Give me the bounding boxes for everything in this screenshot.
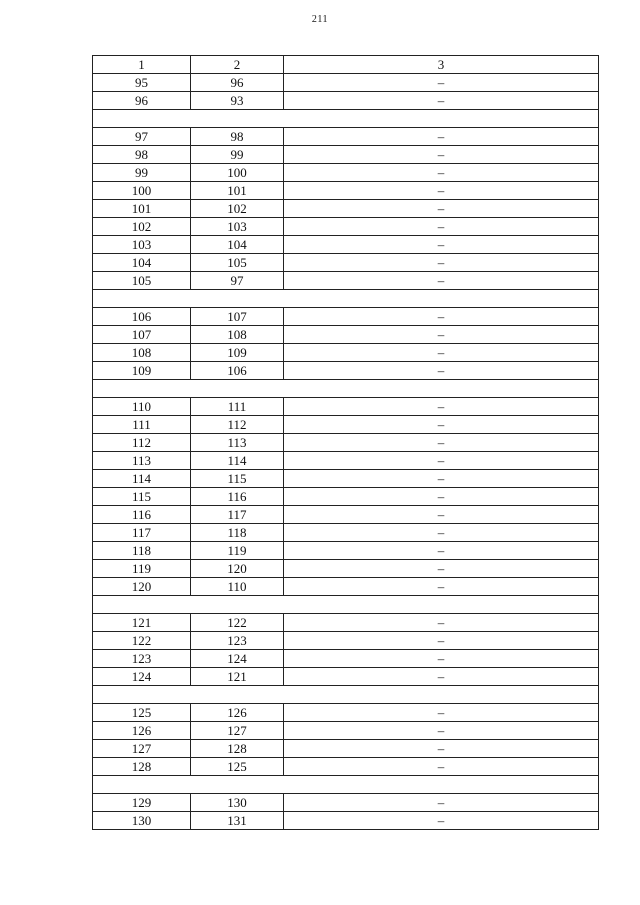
table-row (93, 398, 599, 416)
group-separator-row (93, 686, 599, 704)
table-cell-col-3: – (284, 164, 599, 182)
table-cell-col-2: 123 (191, 632, 284, 650)
table-row (93, 218, 599, 236)
table-row (93, 578, 599, 596)
table-cell-col-3: – (284, 182, 599, 200)
table-cell-col-3: – (284, 758, 599, 776)
table-cell-col-2: 117 (191, 506, 284, 524)
table-cell-col-2: 101 (191, 182, 284, 200)
table-row (93, 650, 599, 668)
table-cell-col-2: 110 (191, 578, 284, 596)
table-cell-col-1: 99 (93, 164, 191, 182)
table-row (93, 722, 599, 740)
table-cell-col-1: 116 (93, 506, 191, 524)
table-row (93, 704, 599, 722)
table-row (93, 164, 599, 182)
table-cell-col-3: – (284, 632, 599, 650)
table-cell-col-1: 101 (93, 200, 191, 218)
separator-cell (93, 776, 599, 794)
data-table (92, 55, 599, 830)
table-row (93, 326, 599, 344)
table-cell-col-2: 102 (191, 200, 284, 218)
table-cell-col-2: 122 (191, 614, 284, 632)
column-header: 2 (191, 56, 284, 74)
table-cell-col-1: 96 (93, 92, 191, 110)
table-cell-col-1: 110 (93, 398, 191, 416)
table-row (93, 812, 599, 830)
table-cell-col-3: – (284, 650, 599, 668)
column-header: 1 (93, 56, 191, 74)
table-cell-col-2: 104 (191, 236, 284, 254)
table-cell-col-1: 125 (93, 704, 191, 722)
table-cell-col-3: – (284, 524, 599, 542)
table-row (93, 362, 599, 380)
table-cell-col-3: – (284, 794, 599, 812)
table-cell-col-1: 97 (93, 128, 191, 146)
table-cell-col-3: – (284, 92, 599, 110)
table-row (93, 740, 599, 758)
table-cell-col-3: – (284, 254, 599, 272)
table-cell-col-3: – (284, 344, 599, 362)
page-number: 211 (311, 14, 329, 25)
table-cell-col-2: 126 (191, 704, 284, 722)
table-row (93, 146, 599, 164)
table-header (93, 56, 599, 74)
table-cell-col-1: 122 (93, 632, 191, 650)
table-cell-col-1: 107 (93, 326, 191, 344)
table-cell-col-3: – (284, 614, 599, 632)
column-header: 3 (284, 56, 599, 74)
table-row (93, 560, 599, 578)
table-cell-col-3: – (284, 812, 599, 830)
table-cell-col-2: 120 (191, 560, 284, 578)
table-cell-col-2: 103 (191, 218, 284, 236)
table-cell-col-2: 96 (191, 74, 284, 92)
table-cell-col-1: 100 (93, 182, 191, 200)
table-cell-col-1: 98 (93, 146, 191, 164)
table-cell-col-1: 118 (93, 542, 191, 560)
table-cell-col-1: 103 (93, 236, 191, 254)
table-cell-col-3: – (284, 452, 599, 470)
separator-cell (93, 686, 599, 704)
group-separator-row (93, 290, 599, 308)
table-cell-col-2: 109 (191, 344, 284, 362)
table-cell-col-2: 107 (191, 308, 284, 326)
table-row (93, 92, 599, 110)
table-row (93, 632, 599, 650)
table-cell-col-1: 112 (93, 434, 191, 452)
table-cell-col-1: 106 (93, 308, 191, 326)
table-cell-col-2: 111 (191, 398, 284, 416)
table-row (93, 542, 599, 560)
table-cell-col-1: 95 (93, 74, 191, 92)
table-cell-col-3: – (284, 578, 599, 596)
table-cell-col-1: 128 (93, 758, 191, 776)
table-cell-col-2: 108 (191, 326, 284, 344)
table-row (93, 272, 599, 290)
table-row (93, 200, 599, 218)
table-cell-col-2: 105 (191, 254, 284, 272)
table-cell-col-1: 105 (93, 272, 191, 290)
table-cell-col-2: 121 (191, 668, 284, 686)
table-cell-col-3: – (284, 722, 599, 740)
table-cell-col-2: 99 (191, 146, 284, 164)
table-cell-col-1: 115 (93, 488, 191, 506)
table-cell-col-3: – (284, 506, 599, 524)
table-cell-col-3: – (284, 200, 599, 218)
group-separator-row (93, 596, 599, 614)
table-cell-col-3: – (284, 308, 599, 326)
table-cell-col-2: 125 (191, 758, 284, 776)
table-cell-col-3: – (284, 704, 599, 722)
table-row (93, 344, 599, 362)
group-separator-row (93, 776, 599, 794)
table-cell-col-2: 118 (191, 524, 284, 542)
table-cell-col-3: – (284, 434, 599, 452)
table-cell-col-2: 97 (191, 272, 284, 290)
table-row (93, 254, 599, 272)
table-cell-col-2: 112 (191, 416, 284, 434)
table-cell-col-3: – (284, 560, 599, 578)
table-cell-col-2: 128 (191, 740, 284, 758)
table-row (93, 308, 599, 326)
table-cell-col-1: 120 (93, 578, 191, 596)
table-cell-col-3: – (284, 146, 599, 164)
table-cell-col-2: 119 (191, 542, 284, 560)
table-cell-col-2: 124 (191, 650, 284, 668)
table-cell-col-2: 116 (191, 488, 284, 506)
table-cell-col-1: 117 (93, 524, 191, 542)
header-row (93, 56, 599, 74)
table-cell-col-3: – (284, 218, 599, 236)
table-row (93, 758, 599, 776)
table-row (93, 182, 599, 200)
table-row (93, 452, 599, 470)
table-cell-col-1: 104 (93, 254, 191, 272)
table-cell-col-1: 130 (93, 812, 191, 830)
table-cell-col-1: 129 (93, 794, 191, 812)
separator-cell (93, 380, 599, 398)
table-cell-col-3: – (284, 398, 599, 416)
table-cell-col-2: 114 (191, 452, 284, 470)
table-row (93, 470, 599, 488)
table-cell-col-1: 127 (93, 740, 191, 758)
table-cell-col-3: – (284, 272, 599, 290)
table-row (93, 416, 599, 434)
table-cell-col-2: 115 (191, 470, 284, 488)
table-cell-col-2: 113 (191, 434, 284, 452)
table-cell-col-1: 114 (93, 470, 191, 488)
table-cell-col-1: 123 (93, 650, 191, 668)
table-cell-col-3: – (284, 740, 599, 758)
table-cell-col-1: 121 (93, 614, 191, 632)
group-separator-row (93, 380, 599, 398)
table-cell-col-3: – (284, 326, 599, 344)
table-cell-col-3: – (284, 488, 599, 506)
table-cell-col-2: 93 (191, 92, 284, 110)
table-row (93, 128, 599, 146)
table-cell-col-1: 109 (93, 362, 191, 380)
table-cell-col-3: – (284, 542, 599, 560)
table-cell-col-1: 111 (93, 416, 191, 434)
table-row (93, 614, 599, 632)
table-cell-col-3: – (284, 668, 599, 686)
table-cell-col-1: 119 (93, 560, 191, 578)
table-cell-col-1: 102 (93, 218, 191, 236)
table-cell-col-2: 131 (191, 812, 284, 830)
table-row (93, 74, 599, 92)
table-cell-col-3: – (284, 128, 599, 146)
table-row (93, 524, 599, 542)
table-cell-col-3: – (284, 74, 599, 92)
table-cell-col-2: 106 (191, 362, 284, 380)
table-cell-col-2: 127 (191, 722, 284, 740)
table-cell-col-2: 98 (191, 128, 284, 146)
table-cell-col-3: – (284, 362, 599, 380)
table-body (93, 74, 599, 830)
table-row (93, 668, 599, 686)
table-row (93, 506, 599, 524)
table-row (93, 488, 599, 506)
group-separator-row (93, 110, 599, 128)
table-cell-col-3: – (284, 416, 599, 434)
table-cell-col-1: 124 (93, 668, 191, 686)
table-cell-col-1: 113 (93, 452, 191, 470)
table-cell-col-3: – (284, 236, 599, 254)
table-row (93, 434, 599, 452)
separator-cell (93, 110, 599, 128)
table-row (93, 236, 599, 254)
table-row (93, 794, 599, 812)
separator-cell (93, 596, 599, 614)
separator-cell (93, 290, 599, 308)
table-cell-col-2: 100 (191, 164, 284, 182)
table-cell-col-3: – (284, 470, 599, 488)
table-cell-col-1: 108 (93, 344, 191, 362)
table-cell-col-1: 126 (93, 722, 191, 740)
table-cell-col-2: 130 (191, 794, 284, 812)
